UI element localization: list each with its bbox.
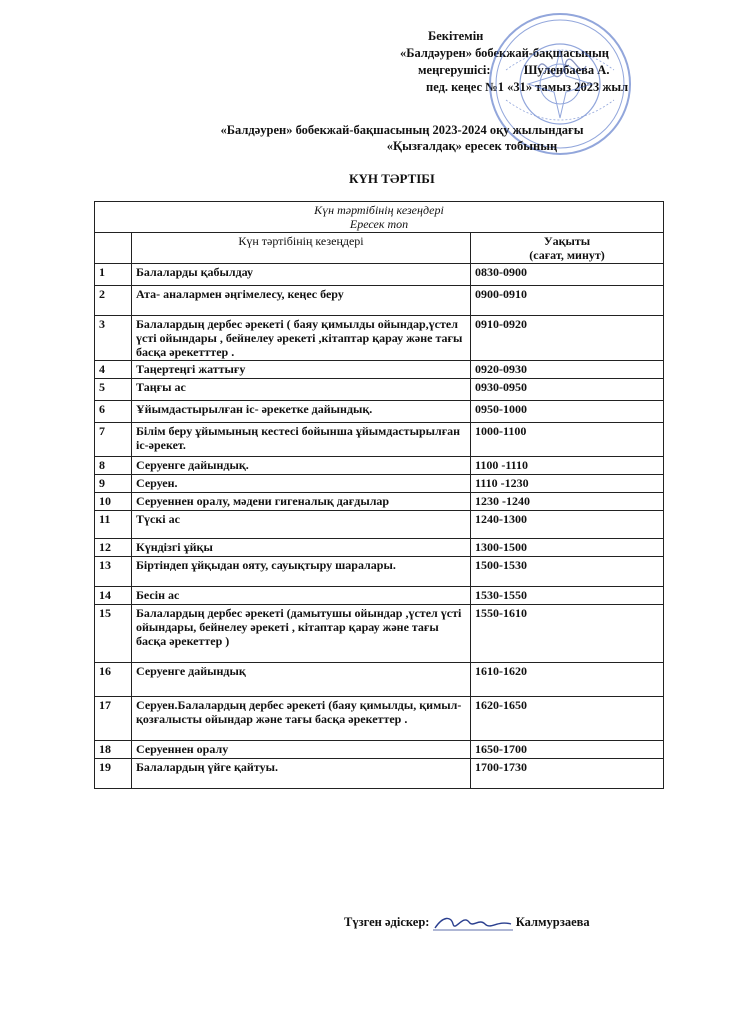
header-num-cell bbox=[95, 233, 132, 264]
row-number: 12 bbox=[95, 539, 132, 557]
table-caption-title: Күн тәртібінің кезеңдері bbox=[314, 203, 444, 217]
row-stage: Серуеннен оралу bbox=[132, 741, 471, 759]
row-stage: Балалардың үйге қайтуы. bbox=[132, 759, 471, 789]
row-number: 15 bbox=[95, 605, 132, 663]
row-number: 7 bbox=[95, 423, 132, 457]
row-stage: Балалардың дербес әрекеті (дамытушы ойындар ,үстел үсті ойындары, бейнелеу әрекеті , кітаптар қарау және тағы басқа әрекеттер ) bbox=[132, 605, 471, 663]
table-caption-row bbox=[95, 202, 664, 233]
row-time: 1530-1550 bbox=[471, 587, 664, 605]
row-number: 17 bbox=[95, 697, 132, 741]
table-row bbox=[95, 587, 664, 605]
header-time-title: Уақыты bbox=[543, 234, 591, 248]
approval-title: Бекітемін bbox=[428, 29, 484, 43]
row-time: 0950-1000 bbox=[471, 401, 664, 423]
row-number: 4 bbox=[95, 361, 132, 379]
heading-line2: «Қызғалдақ» ересек тобының bbox=[386, 139, 558, 153]
row-number: 16 bbox=[95, 663, 132, 697]
table-row bbox=[95, 457, 664, 475]
row-time: 1550-1610 bbox=[471, 605, 664, 663]
approval-meeting: пед. кеңес №1 «31» тамыз 2023 жыл bbox=[426, 80, 629, 94]
table-row bbox=[95, 423, 664, 457]
row-time: 0830-0900 bbox=[471, 264, 664, 286]
schedule-table bbox=[94, 201, 664, 789]
row-number: 9 bbox=[95, 475, 132, 493]
row-stage: Біртіндеп ұйқыдан ояту, сауықтыру шаралары. bbox=[132, 557, 471, 587]
row-number: 1 bbox=[95, 264, 132, 286]
row-number: 13 bbox=[95, 557, 132, 587]
row-number: 6 bbox=[95, 401, 132, 423]
table-row bbox=[95, 361, 664, 379]
table-row bbox=[95, 475, 664, 493]
row-time: 0900-0910 bbox=[471, 286, 664, 316]
row-time: 1650-1700 bbox=[471, 741, 664, 759]
row-number: 18 bbox=[95, 741, 132, 759]
table-row bbox=[95, 557, 664, 587]
row-stage: Түскі ас bbox=[132, 511, 471, 539]
row-number: 14 bbox=[95, 587, 132, 605]
row-stage: Балалардың дербес әрекеті ( баяу қимылды ойындар,үстел үсті ойындары , бейнелеу әрекеті ,кітаптар қарау және тағы басқа әрекетттер . bbox=[132, 316, 471, 361]
approval-head-name: Шуленбаева А. bbox=[523, 63, 610, 77]
table-row bbox=[95, 697, 664, 741]
row-stage: Таңертеңгі жаттығу bbox=[132, 361, 471, 379]
row-number: 10 bbox=[95, 493, 132, 511]
approval-org: «Балдәурен» бобекжай-бақшасының bbox=[400, 46, 609, 60]
row-stage: Серуен. bbox=[132, 475, 471, 493]
row-time: 0930-0950 bbox=[471, 379, 664, 401]
header-stage-cell: Күн тәртібінің кезеңдері bbox=[132, 233, 471, 264]
table-row bbox=[95, 663, 664, 697]
row-number: 3 bbox=[95, 316, 132, 361]
table-row bbox=[95, 605, 664, 663]
table-caption-group: Ересек топ bbox=[349, 217, 409, 231]
header-time-cell bbox=[471, 233, 664, 264]
row-time: 1610-1620 bbox=[471, 663, 664, 697]
table-caption bbox=[95, 202, 664, 233]
signature-block bbox=[344, 912, 590, 934]
row-time: 0910-0920 bbox=[471, 316, 664, 361]
row-time: 1230 -1240 bbox=[471, 493, 664, 511]
table-header-row bbox=[95, 233, 664, 264]
signature-name: Калмурзаева bbox=[515, 914, 590, 929]
document-title: КҮН ТӘРТІБІ bbox=[349, 171, 435, 186]
row-number: 8 bbox=[95, 457, 132, 475]
row-stage: Серуен.Балалардың дербес әрекеті (баяу қимылды, қимыл-қозғалысты ойындар және тағы басқа әрекеттер . bbox=[132, 697, 471, 741]
table-row bbox=[95, 493, 664, 511]
row-stage: Ұйымдастырылған іс- әрекетке дайындық. bbox=[132, 401, 471, 423]
table-row bbox=[95, 286, 664, 316]
row-number: 11 bbox=[95, 511, 132, 539]
row-time: 1700-1730 bbox=[471, 759, 664, 789]
header-time-unit: (сағат, минут) bbox=[529, 248, 605, 262]
row-number: 2 bbox=[95, 286, 132, 316]
row-stage: Балаларды қабылдау bbox=[132, 264, 471, 286]
row-time: 0920-0930 bbox=[471, 361, 664, 379]
table-row bbox=[95, 264, 664, 286]
row-stage: Ата- аналармен әңгімелесу, кеңес беру bbox=[132, 286, 471, 316]
row-stage: Серуенге дайындық. bbox=[132, 457, 471, 475]
row-time: 1300-1500 bbox=[471, 539, 664, 557]
row-time: 1110 -1230 bbox=[471, 475, 664, 493]
row-stage: Білім беру ұйымының кестесі бойынша ұйымдастырылған іс-әрекет. bbox=[132, 423, 471, 457]
table-row bbox=[95, 539, 664, 557]
row-stage: Серуенге дайындық bbox=[132, 663, 471, 697]
row-stage: Серуеннен оралу, мәдени гигеналық дағдылар bbox=[132, 493, 471, 511]
row-time: 1100 -1110 bbox=[471, 457, 664, 475]
row-stage: Бесін ас bbox=[132, 587, 471, 605]
row-time: 1000-1100 bbox=[471, 423, 664, 457]
table-row bbox=[95, 316, 664, 361]
table-row bbox=[95, 759, 664, 789]
row-time: 1500-1530 bbox=[471, 557, 664, 587]
heading-line1: «Балдәурен» бобекжай-бақшасының 2023-2024 оқу жылындағы bbox=[220, 123, 584, 137]
row-stage: Күндізгі ұйқы bbox=[132, 539, 471, 557]
table-row bbox=[95, 741, 664, 759]
table-row bbox=[95, 511, 664, 539]
row-time: 1620-1650 bbox=[471, 697, 664, 741]
signature-scribble-icon bbox=[433, 912, 513, 934]
approval-head-label: меңгерушісі: bbox=[418, 63, 491, 77]
row-number: 19 bbox=[95, 759, 132, 789]
table-row bbox=[95, 401, 664, 423]
row-stage: Таңғы ас bbox=[132, 379, 471, 401]
table-row bbox=[95, 379, 664, 401]
row-number: 5 bbox=[95, 379, 132, 401]
signature-role: Түзген әдіскер: bbox=[344, 914, 430, 929]
row-time: 1240-1300 bbox=[471, 511, 664, 539]
